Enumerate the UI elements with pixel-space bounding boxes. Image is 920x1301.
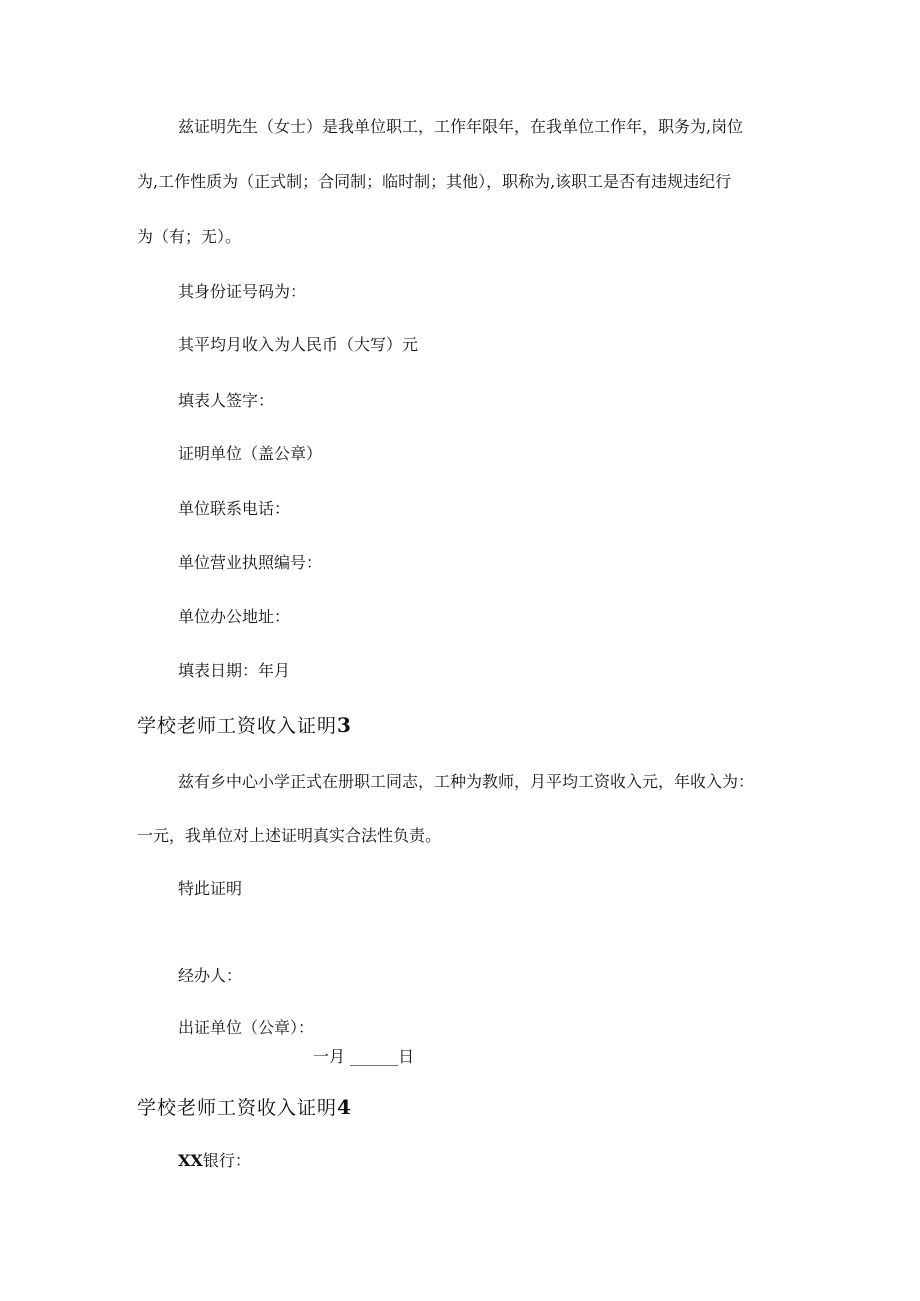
filler-signature-line: 填表人签字： (178, 391, 275, 410)
issuer-line: 出证单位（公章）： (178, 1018, 315, 1037)
bank-suffix: 银行： (202, 1151, 251, 1170)
bank-prefix: XX (178, 1151, 203, 1170)
unit-phone-line: 单位联系电话： (178, 499, 291, 518)
fill-date-line: 填表日期：年月 (178, 661, 291, 680)
section-4-title-text: 学校老师工资收入证明 (137, 1097, 338, 1119)
paragraph-line-1: 兹证明先生（女士）是我单位职工，工作年限年，在我单位工作年，职务为,岗位 (178, 117, 744, 136)
section-3-number: 3 (337, 713, 352, 737)
unit-license-line: 单位营业执照编号： (178, 553, 323, 572)
section-3-title (137, 713, 352, 738)
unit-address-line: 单位办公地址： (178, 607, 291, 626)
bank-salutation (178, 1151, 251, 1171)
paragraph-line-2: 为,工作性质为（正式制；合同制；临时制；其他），职称为,该职工是否有违规违纪行 (137, 172, 732, 191)
unit-seal-line: 证明单位（盖公章） (178, 444, 323, 463)
section-3-paragraph-line-2: 一元，我单位对上述证明真实合法性负责。 (137, 826, 442, 845)
date-line: 一月 ______日 (313, 1047, 415, 1066)
handler-line: 经办人： (178, 966, 243, 985)
section-3-title-text: 学校老师工资收入证明 (137, 715, 338, 737)
income-line: 其平均月收入为人民币（大写）元 (178, 335, 419, 354)
section-3-paragraph-line-1: 兹有乡中心小学正式在册职工同志，工种为教师，月平均工资收入元，年收入为： (178, 772, 755, 791)
special-certify-line: 特此证明 (178, 879, 243, 898)
paragraph-line-3: 为（有；无）。 (137, 227, 242, 246)
id-number-line: 其身份证号码为： (178, 282, 307, 301)
section-4-number: 4 (337, 1095, 352, 1119)
section-4-title (137, 1095, 352, 1120)
